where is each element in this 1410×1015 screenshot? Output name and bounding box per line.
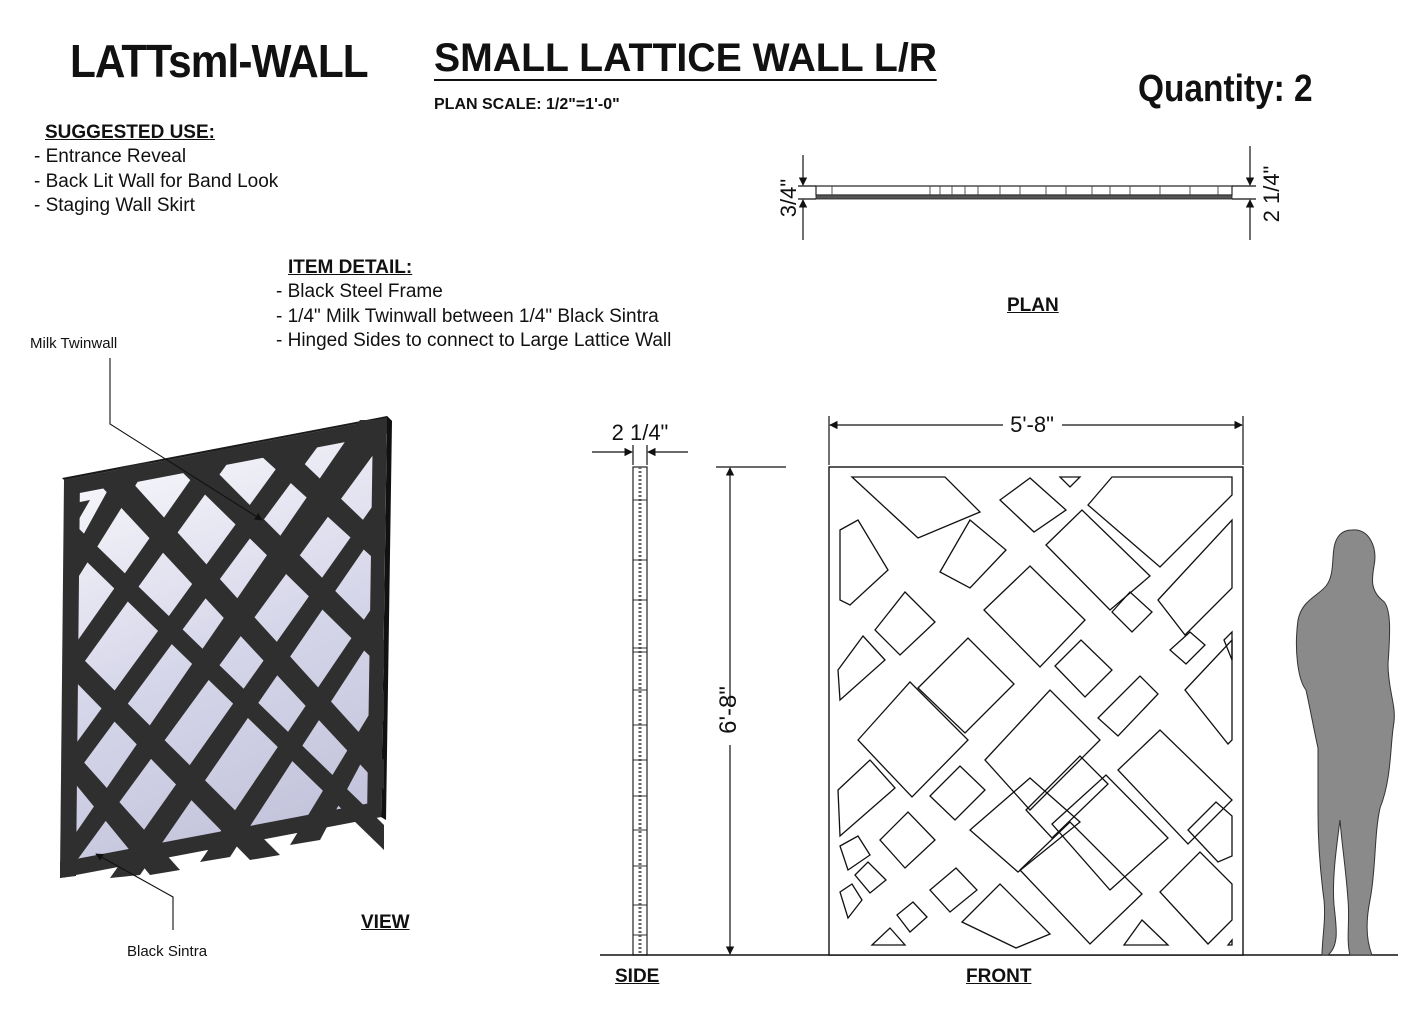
front-panel-outline (829, 467, 1243, 955)
plan-scale-note: PLAN SCALE: 1/2"=1'-0" (434, 96, 620, 113)
list-item: - Back Lit Wall for Band Look (34, 170, 279, 192)
list-item: - Entrance Reveal (34, 146, 187, 167)
perspective-view (60, 358, 392, 930)
page-title: SMALL LATTICE WALL L/R (434, 36, 938, 80)
plan-view (776, 146, 1284, 240)
suggested-use-heading: SUGGESTED USE: (45, 122, 215, 143)
front-view (829, 412, 1243, 955)
side-depth-label: 2 1/4" (611, 420, 669, 445)
list-item: - Black Steel Frame (276, 281, 443, 302)
list-item: - Staging Wall Skirt (34, 195, 195, 216)
plan-caption: PLAN (1007, 295, 1059, 316)
side-caption: SIDE (615, 966, 660, 987)
plan-dim-right (1232, 146, 1256, 240)
list-item: - Hinged Sides to connect to Large Lattice Wall (276, 330, 672, 351)
front-caption: FRONT (966, 966, 1032, 987)
plan-panel-outline (816, 186, 1232, 195)
side-view (592, 420, 786, 955)
side-depth-dim (592, 445, 688, 465)
callout-milk-twinwall: Milk Twinwall (30, 335, 118, 352)
callout-black-sintra: Black Sintra (127, 943, 208, 960)
plan-dim-left-label: 3/4" (776, 178, 801, 218)
item-code-title: LATTsml-WALL (70, 35, 368, 87)
plan-panel-base (816, 195, 1232, 199)
height-label: 6'-8" (715, 686, 742, 734)
list-item: - 1/4" Milk Twinwall between 1/4" Black Sintra (276, 305, 659, 327)
width-label: 5'-8" (1010, 412, 1054, 437)
human-scale-figure (1296, 530, 1394, 955)
item-detail-heading: ITEM DETAIL: (288, 257, 413, 278)
quantity-label: Quantity: 2 (1138, 68, 1313, 110)
plan-dim-right-label: 2 1/4" (1259, 165, 1284, 223)
view-caption: VIEW (361, 912, 410, 933)
